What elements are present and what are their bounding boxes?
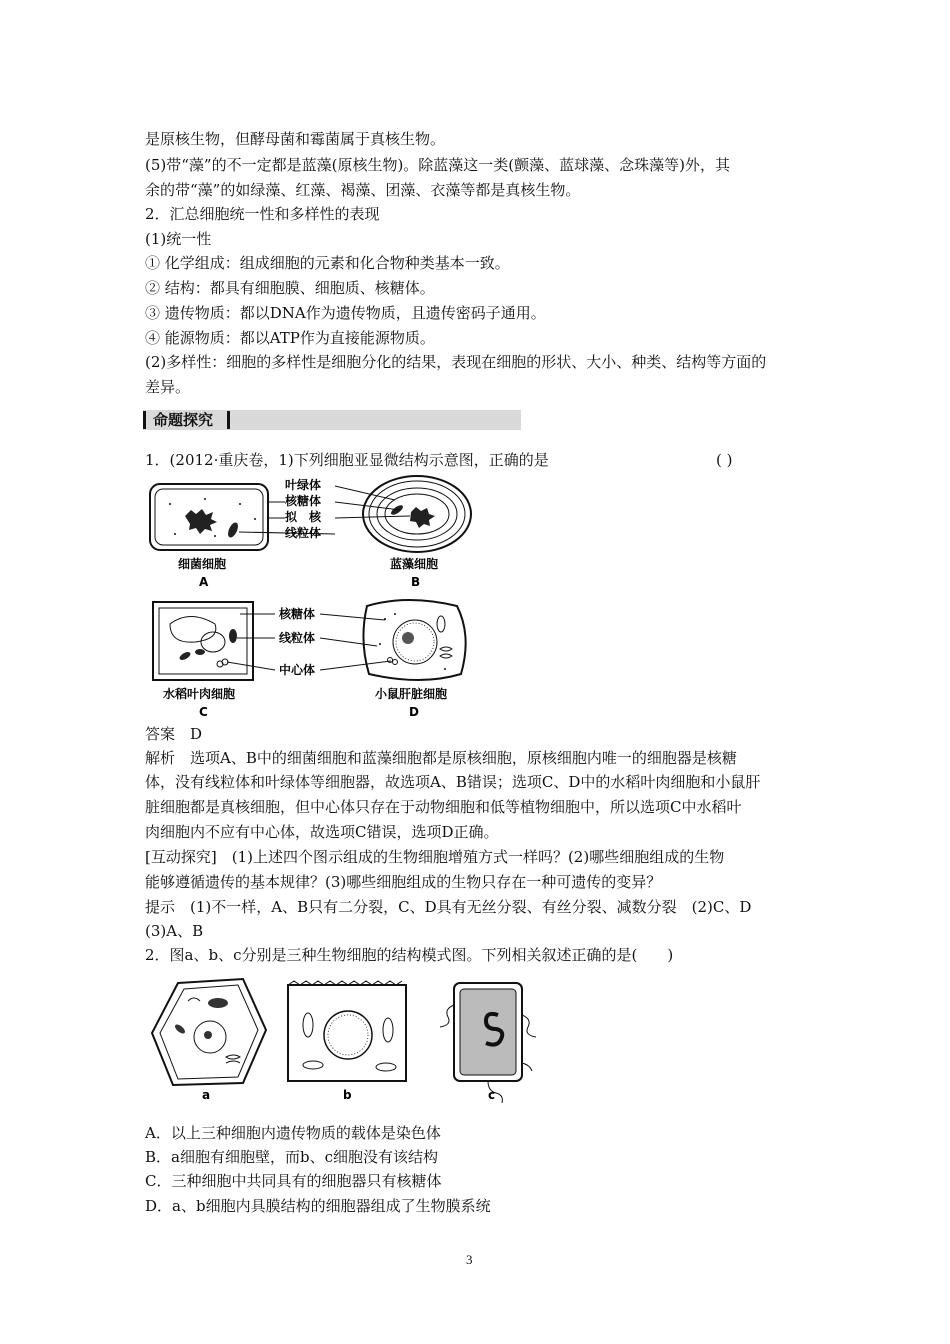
text-line: ④ 能源物质：都以ATP作为直接能源物质。 xyxy=(145,329,435,347)
text-line: (1)统一性 xyxy=(145,230,212,248)
text-line: 余的带“藻”的如绿藻、红藻、褐藻、团藻、衣藻等都是真核生物。 xyxy=(145,181,581,199)
label-cyanobacteria-cell: 蓝藻细胞 xyxy=(390,557,439,571)
label-ribosome: 核糖体 xyxy=(285,494,322,508)
mouse-liver-cell-drawing xyxy=(363,600,465,680)
question-2-stem: 2．图a、b、c分别是三种生物细胞的结构模式图。下列相关叙述正确的是( ) xyxy=(145,946,674,964)
hint-line: 提示 (1)不一样，A、B只有二分裂，C、D具有无丝分裂、有丝分裂、减数分裂 (2)C、D xyxy=(145,898,752,916)
text-line: 是原核生物，但酵母菌和霉菌属于真核生物。 xyxy=(145,130,446,148)
label-mouse-liver-cell: 小鼠肝脏细胞 xyxy=(375,687,448,701)
hint-line: (3)A、B xyxy=(145,922,204,940)
analysis-line: 脏细胞都是真核细胞，但中心体只存在于动物细胞和低等植物细胞中，所以选项C中水稻叶 xyxy=(145,798,742,816)
text-line: (2)多样性：细胞的多样性是细胞分化的结果，表现在细胞的形状、大小、种类、结构等方面的 xyxy=(145,353,767,371)
label-centrosome: 中心体 xyxy=(279,663,316,677)
bacterium-drawing xyxy=(440,983,536,1103)
cell-structure-figure xyxy=(148,975,548,1105)
page-number: 3 xyxy=(466,1252,473,1267)
option-d: D．a、b细胞内具膜结构的细胞器组成了生物膜系统 xyxy=(145,1197,491,1215)
option-a: A．以上三种细胞内遗传物质的载体是染色体 xyxy=(145,1124,441,1142)
answer-line: 答案 D xyxy=(145,725,203,743)
answer-paren: ( ) xyxy=(716,451,733,469)
text-line: ② 结构：都具有细胞膜、细胞质、核糖体。 xyxy=(145,279,435,297)
section-header xyxy=(143,410,521,430)
label-ribosome-2: 核糖体 xyxy=(279,607,316,621)
rice-leaf-cell-drawing xyxy=(153,602,253,680)
animal-cell-drawing xyxy=(288,981,406,1081)
label-B: B xyxy=(411,575,421,589)
label-nucleoid: 拟 核 xyxy=(285,510,322,524)
label-mitochondrion: 线粒体 xyxy=(285,526,322,540)
label-A: A xyxy=(199,575,209,589)
section-title: 命题探究 xyxy=(153,411,214,429)
label-mitochondrion-2: 线粒体 xyxy=(279,631,316,645)
analysis-line: 解析 选项A、B中的细菌细胞和蓝藻细胞都是原核细胞，原核细胞内唯一的细胞器是核糖 xyxy=(145,749,737,767)
label-rice-leaf-cell: 水稻叶肉细胞 xyxy=(163,687,236,701)
interactive-line: [互动探究] (1)上述四个图示组成的生物细胞增殖方式一样吗？(2)哪些细胞组成的生物 xyxy=(145,848,725,866)
text-line: 差异。 xyxy=(145,378,191,396)
option-c: C．三种细胞中共同具有的细胞器只有核糖体 xyxy=(145,1172,442,1190)
label-a: a xyxy=(202,1088,211,1102)
label-chloroplast: 叶绿体 xyxy=(285,478,322,492)
label-bacteria-cell: 细菌细胞 xyxy=(178,557,227,571)
label-D: D xyxy=(409,705,419,719)
analysis-line: 体，没有线粒体和叶绿体等细胞器，故选项A、B错误；选项C、D中的水稻叶肉细胞和小鼠肝 xyxy=(145,773,761,791)
label-c: c xyxy=(488,1088,496,1102)
text-line: ③ 遗传物质：都以DNA作为遗传物质，且遗传密码子通用。 xyxy=(145,304,546,322)
section-mark-left xyxy=(143,411,146,429)
section-mark-right xyxy=(227,411,230,429)
question-1-stem: 1．(2012·重庆卷，1)下列细胞亚显微结构示意图，正确的是 xyxy=(145,451,549,469)
text-line: ① 化学组成：组成细胞的元素和化合物种类基本一致。 xyxy=(145,254,510,272)
analysis-line: 肉细胞内不应有中心体，故选项C错误，选项D正确。 xyxy=(145,823,499,841)
text-line: 2．汇总细胞统一性和多样性的表现 xyxy=(145,205,380,223)
cyanobacteria-cell-drawing xyxy=(363,476,471,552)
bacteria-cell-drawing xyxy=(150,484,268,550)
option-b: B．a细胞有细胞壁，而b、c细胞没有该结构 xyxy=(145,1148,438,1166)
leader-lines-top xyxy=(239,486,410,534)
text-line: (5)带“藻”的不一定都是蓝藻(原核生物)。除蓝藻这一类(颤藻、蓝球藻、念珠藻等)外，其 xyxy=(145,156,730,174)
label-b: b xyxy=(343,1088,352,1102)
plant-cell-drawing xyxy=(152,979,266,1085)
cell-diagram-figure xyxy=(145,474,475,724)
label-C: C xyxy=(199,705,208,719)
interactive-line: 能够遵循遗传的基本规律？(3)哪些细胞组成的生物只存在一种可遗传的变异？ xyxy=(145,873,662,891)
